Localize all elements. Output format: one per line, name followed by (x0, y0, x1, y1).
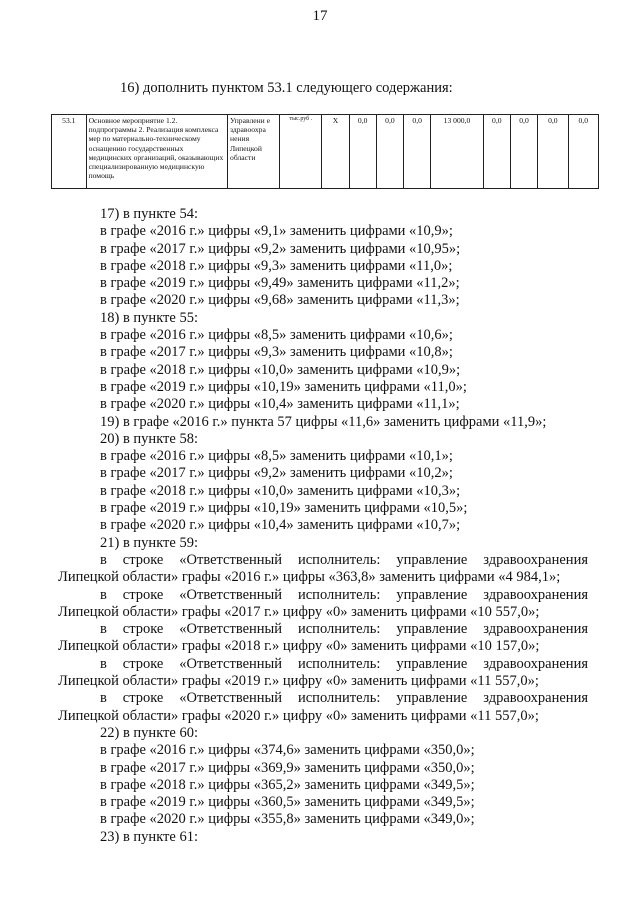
cell-code: 53.1 (52, 115, 87, 189)
text-line: в графе «2018 г.» цифры «9,3» заменить цифрами «11,0»; (100, 257, 453, 274)
cell-x: X (322, 115, 349, 189)
text-line: в графе «2017 г.» цифры «9,2» заменить цифрами «10,95»; (100, 240, 461, 257)
text-line: в графе «2017 г.» цифры «9,2» заменить цифрами «10,2»; (100, 465, 453, 482)
text-line: в графе «2020 г.» цифры «9,68» заменить цифрами «11,3»; (100, 292, 460, 309)
text-line: в графе «2016 г.» цифры «8,5» заменить цифрами «10,1»; (100, 448, 453, 465)
text-line: в строке «Ответственный исполнитель: управление здравоохранения (100, 655, 588, 672)
text-line: Липецкой области» графы «2019 г.» цифру «0» заменить цифрами «11 557,0»; (58, 673, 539, 690)
intro-paragraph: 16) дополнить пунктом 53.1 следующего содержания: (120, 80, 453, 96)
cell-value: 0,0 (538, 115, 568, 189)
text-line: в графе «2020 г.» цифры «10,4» заменить цифрами «10,7»; (100, 517, 461, 534)
page-number: 17 (312, 8, 328, 24)
text-line: в графе «2019 г.» цифры «9,49» заменить цифрами «11,2»; (100, 275, 460, 292)
text-line: Липецкой области» графы «2017 г.» цифру «0» заменить цифрами «10 557,0»; (58, 603, 540, 620)
cell-value: 0,0 (568, 115, 599, 189)
text-line: в графе «2020 г.» цифры «10,4» заменить цифрами «11,1»; (100, 396, 460, 413)
cell-value: 0,0 (483, 115, 510, 189)
text-line: в графе «2016 г.» цифры «8,5» заменить цифрами «10,6»; (100, 327, 453, 344)
amendment-table (51, 114, 599, 189)
text-line: в графе «2019 г.» цифры «360,5» заменить цифрами «349,5»; (100, 794, 475, 811)
text-line: в графе «2018 г.» цифры «365,2» заменить цифрами «349,5»; (100, 776, 475, 793)
cell-measure-name: Основное мероприятие 1.2. подпрограммы 2. Реализация комплекса мер по материально-техническому оснащению государственных медицинских организаций, оказывающих специализированную медицинскую помощь (86, 115, 227, 189)
text-line: 22) в пункте 60: (100, 724, 198, 741)
text-line: 20) в пункте 58: (100, 430, 198, 447)
cell-value: 0,0 (510, 115, 537, 189)
text-line: в графе «2019 г.» цифры «10,19» заменить цифрами «10,5»; (100, 500, 468, 517)
text-line: в графе «2020 г.» цифры «355,8» заменить цифрами «349,0»; (100, 811, 475, 828)
amendment-text (58, 206, 588, 846)
cell-unit: тыс.руб . (280, 115, 322, 189)
text-line: в графе «2018 г.» цифры «10,0» заменить цифрами «10,9»; (100, 361, 461, 378)
text-line: в строке «Ответственный исполнитель: управление здравоохранения (100, 621, 588, 638)
text-line: в графе «2017 г.» цифры «9,3» заменить цифрами «10,8»; (100, 344, 453, 361)
cell-value: 0,0 (376, 115, 403, 189)
cell-value: 0,0 (349, 115, 376, 189)
text-line: 18) в пункте 55: (100, 309, 198, 326)
text-line: Липецкой области» графы «2020 г.» цифру «0» заменить цифрами «11 557,0»; (58, 707, 539, 724)
cell-executor: Управлени е здравоохра нения Липецкой области (228, 115, 280, 189)
text-line: 21) в пункте 59: (100, 534, 198, 551)
text-line: в графе «2018 г.» цифры «10,0» заменить цифрами «10,3»; (100, 482, 461, 499)
text-line: в графе «2017 г.» цифры «369,9» заменить цифрами «350,0»; (100, 759, 475, 776)
text-line: в графе «2016 г.» цифры «374,6» заменить цифрами «350,0»; (100, 742, 475, 759)
text-line: Липецкой области» графы «2018 г.» цифру «0» заменить цифрами «10 157,0»; (58, 638, 540, 655)
text-line: в графе «2016 г.» цифры «9,1» заменить цифрами «10,9»; (100, 223, 453, 240)
text-line: 23) в пункте 61: (100, 828, 198, 845)
cell-value: 13 000,0 (431, 115, 483, 189)
text-line: 17) в пункте 54: (100, 206, 198, 222)
table-row (52, 115, 599, 189)
text-line: в строке «Ответственный исполнитель: управление здравоохранения (100, 586, 588, 603)
text-line: Липецкой области» графы «2016 г.» цифры «363,8» заменить цифрами «4 984,1»; (58, 569, 561, 586)
text-line: в графе «2019 г.» цифры «10,19» заменить цифрами «11,0»; (100, 378, 467, 395)
text-line: в строке «Ответственный исполнитель: управление здравоохранения (100, 551, 588, 568)
text-line: 19) в графе «2016 г.» пункта 57 цифры «11,6» заменить цифрами «11,9»; (100, 413, 547, 430)
cell-value: 0,0 (404, 115, 431, 189)
text-line: в строке «Ответственный исполнитель: управление здравоохранения (100, 690, 588, 707)
